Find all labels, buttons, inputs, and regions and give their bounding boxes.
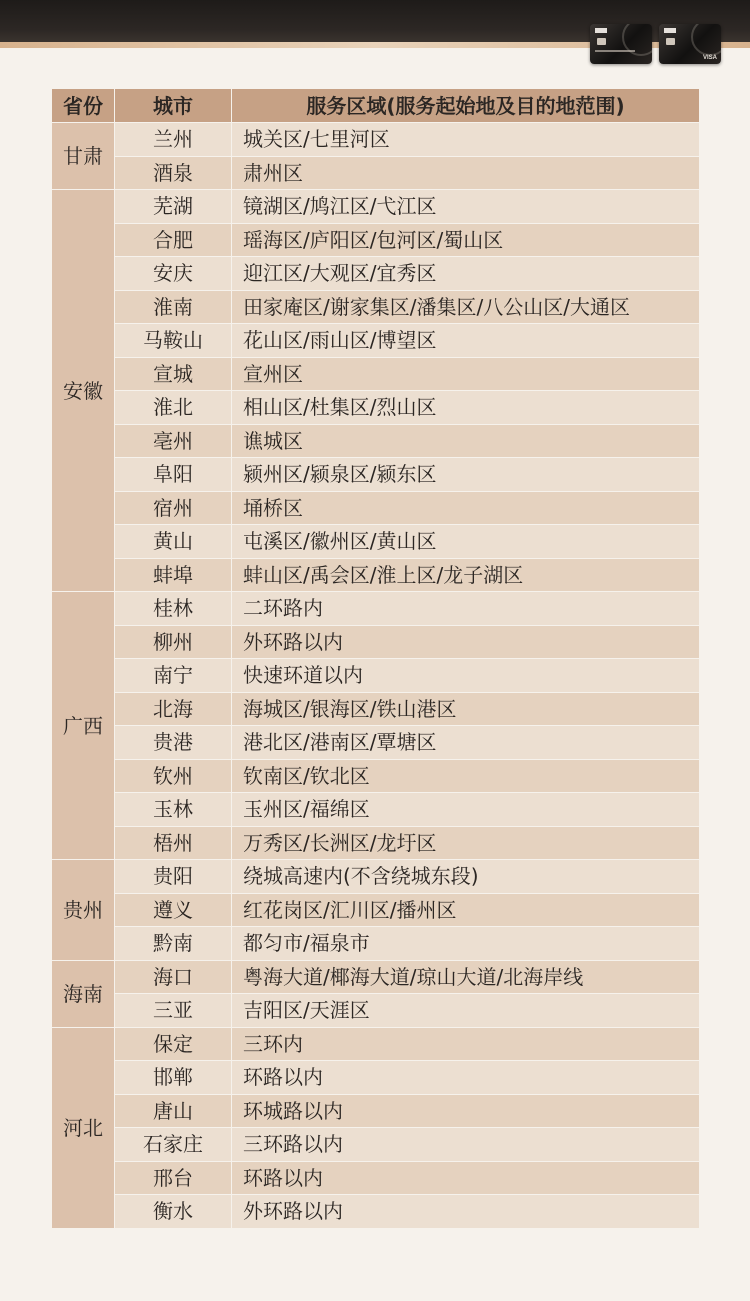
table-row <box>52 692 700 726</box>
visa-logo: VISA <box>702 55 717 61</box>
table-row <box>52 759 700 793</box>
area-cell: 相山区/杜集区/烈山区 <box>232 391 700 425</box>
area-cell: 粤海大道/椰海大道/琼山大道/北海岸线 <box>232 960 700 994</box>
table-row <box>52 659 700 693</box>
area-cell: 迎江区/大观区/宜秀区 <box>232 257 700 291</box>
card-chip-icon <box>666 38 675 45</box>
city-cell: 贵港 <box>115 726 232 760</box>
city-cell: 淮南 <box>115 290 232 324</box>
table-row <box>52 424 700 458</box>
city-cell: 黔南 <box>115 927 232 961</box>
city-cell: 酒泉 <box>115 156 232 190</box>
service-area-table <box>51 88 700 1229</box>
table-row <box>52 257 700 291</box>
city-cell: 黄山 <box>115 525 232 559</box>
city-cell: 柳州 <box>115 625 232 659</box>
province-cell: 河北 <box>52 1027 115 1228</box>
area-cell: 外环路以内 <box>232 1195 700 1229</box>
table-row <box>52 1027 700 1061</box>
area-cell: 环路以内 <box>232 1161 700 1195</box>
table-row <box>52 625 700 659</box>
area-cell: 宣州区 <box>232 357 700 391</box>
city-cell: 合肥 <box>115 223 232 257</box>
area-cell: 花山区/雨山区/博望区 <box>232 324 700 358</box>
table-row <box>52 391 700 425</box>
area-cell: 钦南区/钦北区 <box>232 759 700 793</box>
province-cell: 海南 <box>52 960 115 1027</box>
area-cell: 万秀区/长洲区/龙圩区 <box>232 826 700 860</box>
area-cell: 瑶海区/庐阳区/包河区/蜀山区 <box>232 223 700 257</box>
area-cell: 环路以内 <box>232 1061 700 1095</box>
province-cell: 广西 <box>52 592 115 860</box>
city-cell: 邢台 <box>115 1161 232 1195</box>
city-cell: 衡水 <box>115 1195 232 1229</box>
city-cell: 宣城 <box>115 357 232 391</box>
table-row <box>52 960 700 994</box>
area-cell: 埇桥区 <box>232 491 700 525</box>
area-cell: 三环内 <box>232 1027 700 1061</box>
city-cell: 梧州 <box>115 826 232 860</box>
area-cell: 镜湖区/鸠江区/弋江区 <box>232 190 700 224</box>
header-area: 服务区域(服务起始地及目的地范围) <box>232 89 700 123</box>
credit-card-image-1 <box>590 24 652 64</box>
table-row <box>52 1195 700 1229</box>
table-row <box>52 491 700 525</box>
city-cell: 三亚 <box>115 994 232 1028</box>
area-cell: 城关区/七里河区 <box>232 123 700 157</box>
area-cell: 玉州区/福绵区 <box>232 793 700 827</box>
table-row <box>52 190 700 224</box>
table-row <box>52 826 700 860</box>
city-cell: 玉林 <box>115 793 232 827</box>
city-cell: 钦州 <box>115 759 232 793</box>
table-row <box>52 324 700 358</box>
table-row <box>52 123 700 157</box>
table-row <box>52 994 700 1028</box>
area-cell: 二环路内 <box>232 592 700 626</box>
table-row <box>52 726 700 760</box>
city-cell: 芜湖 <box>115 190 232 224</box>
table-row <box>52 860 700 894</box>
table-row <box>52 156 700 190</box>
city-cell: 阜阳 <box>115 458 232 492</box>
header-city: 城市 <box>115 89 232 123</box>
area-cell: 颍州区/颍泉区/颍东区 <box>232 458 700 492</box>
area-cell: 外环路以内 <box>232 625 700 659</box>
city-cell: 安庆 <box>115 257 232 291</box>
area-cell: 三环路以内 <box>232 1128 700 1162</box>
table-row <box>52 357 700 391</box>
table-row <box>52 290 700 324</box>
city-cell: 贵阳 <box>115 860 232 894</box>
table-row <box>52 458 700 492</box>
city-cell: 邯郸 <box>115 1061 232 1095</box>
city-cell: 兰州 <box>115 123 232 157</box>
table-row <box>52 592 700 626</box>
city-cell: 淮北 <box>115 391 232 425</box>
table-row <box>52 1061 700 1095</box>
table-row <box>52 893 700 927</box>
city-cell: 蚌埠 <box>115 558 232 592</box>
table-row <box>52 1094 700 1128</box>
city-cell: 马鞍山 <box>115 324 232 358</box>
table-row <box>52 1128 700 1162</box>
city-cell: 遵义 <box>115 893 232 927</box>
bank-logo-icon <box>595 28 607 33</box>
area-cell: 都匀市/福泉市 <box>232 927 700 961</box>
area-cell: 红花岗区/汇川区/播州区 <box>232 893 700 927</box>
city-cell: 海口 <box>115 960 232 994</box>
area-cell: 环城路以内 <box>232 1094 700 1128</box>
city-cell: 石家庄 <box>115 1128 232 1162</box>
area-cell: 绕城高速内(不含绕城东段) <box>232 860 700 894</box>
area-cell: 田家庵区/谢家集区/潘集区/八公山区/大通区 <box>232 290 700 324</box>
city-cell: 南宁 <box>115 659 232 693</box>
table-row <box>52 927 700 961</box>
table-row <box>52 223 700 257</box>
city-cell: 唐山 <box>115 1094 232 1128</box>
province-cell: 甘肃 <box>52 123 115 190</box>
city-cell: 保定 <box>115 1027 232 1061</box>
city-cell: 宿州 <box>115 491 232 525</box>
table-row <box>52 558 700 592</box>
area-cell: 快速环道以内 <box>232 659 700 693</box>
header-province: 省份 <box>52 89 115 123</box>
area-cell: 肃州区 <box>232 156 700 190</box>
province-cell: 安徽 <box>52 190 115 592</box>
city-cell: 亳州 <box>115 424 232 458</box>
area-cell: 吉阳区/天涯区 <box>232 994 700 1028</box>
city-cell: 北海 <box>115 692 232 726</box>
credit-card-image-2 <box>659 24 721 64</box>
table-header-row <box>52 89 700 123</box>
area-cell: 港北区/港南区/覃塘区 <box>232 726 700 760</box>
table-row <box>52 525 700 559</box>
province-cell: 贵州 <box>52 860 115 961</box>
bank-logo-icon <box>664 28 676 33</box>
table-row <box>52 793 700 827</box>
table-row <box>52 1161 700 1195</box>
city-cell: 桂林 <box>115 592 232 626</box>
area-cell: 谯城区 <box>232 424 700 458</box>
area-cell: 屯溪区/徽州区/黄山区 <box>232 525 700 559</box>
area-cell: 海城区/银海区/铁山港区 <box>232 692 700 726</box>
card-chip-icon <box>597 38 606 45</box>
area-cell: 蚌山区/禹会区/淮上区/龙子湖区 <box>232 558 700 592</box>
